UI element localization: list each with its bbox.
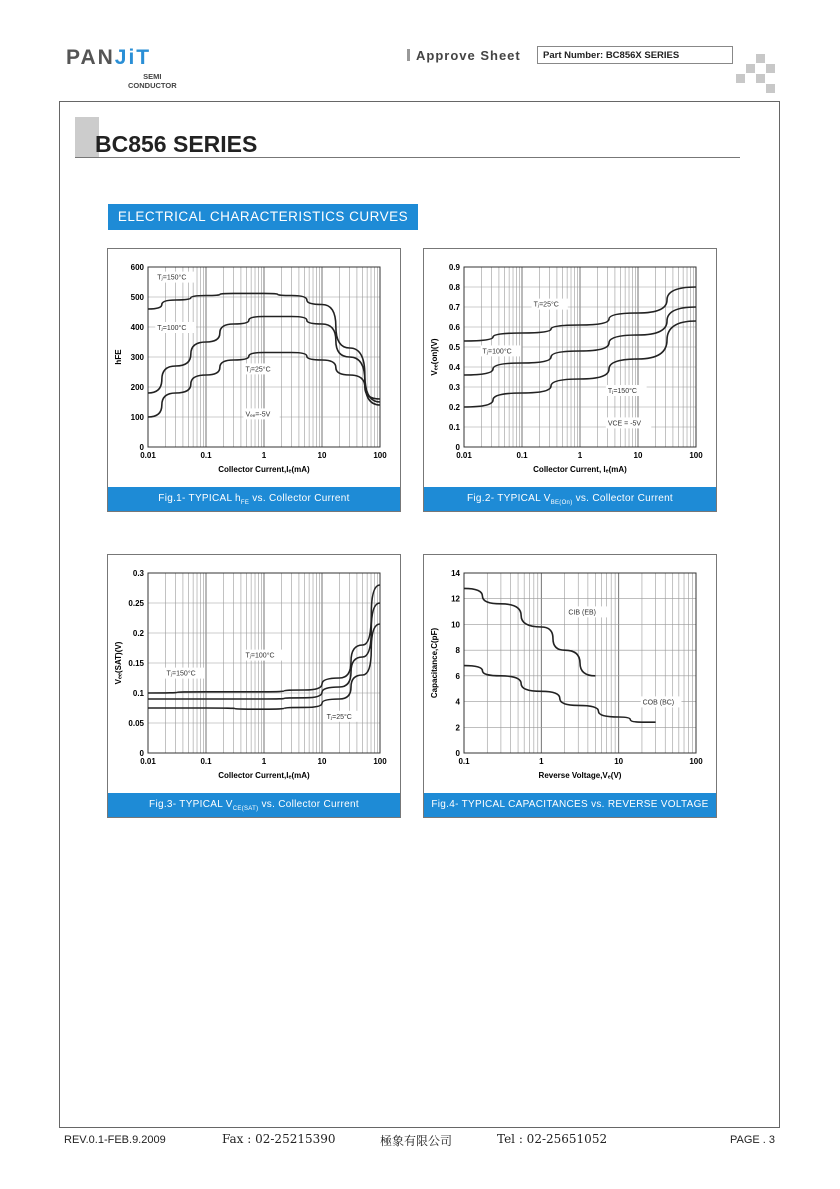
- y-tick-label: 600: [130, 263, 144, 272]
- x-tick-label: 0.01: [140, 451, 156, 460]
- footer-fax: Fax : 02-25215390: [222, 1132, 336, 1146]
- x-tick-label: 0.1: [458, 757, 470, 766]
- x-tick-label: 100: [373, 451, 387, 460]
- x-tick-label: 1: [577, 451, 583, 460]
- annotation-label: Tⱼ=150°C: [166, 670, 196, 678]
- annotation-label: VCE = -5V: [607, 420, 642, 428]
- company-logo: [66, 46, 186, 94]
- approve-sheet-label: [407, 48, 521, 63]
- chart-capacitance: [424, 555, 718, 795]
- chart-hfe: [108, 249, 402, 489]
- y-tick-label: 0: [455, 443, 460, 452]
- y-tick-label: 0.1: [448, 423, 460, 432]
- y-tick-label: 0.8: [448, 283, 460, 292]
- y-tick-label: 100: [130, 413, 144, 422]
- y-tick-label: 0.15: [128, 659, 144, 668]
- y-tick-label: 200: [130, 383, 144, 392]
- y-tick-label: 0.3: [132, 569, 144, 578]
- series-line-2: [464, 666, 656, 723]
- y-tick-label: 0.6: [448, 323, 460, 332]
- y-tick-label: 2: [455, 723, 460, 733]
- y-tick-label: 300: [130, 353, 144, 362]
- figure-1-caption: Fig.1- TYPICAL $h_{FE}$ vs. Collector Current: [108, 487, 400, 511]
- y-axis-label: hFE: [114, 349, 123, 365]
- x-axis-label: Collector Current, Iₑ(mA): [533, 465, 627, 474]
- y-tick-label: 0.2: [132, 629, 144, 638]
- page-title: BC856 SERIES: [95, 131, 258, 157]
- x-tick-label: 10: [317, 757, 327, 766]
- figure-4-caption: Fig.4- TYPICAL CAPACITANCES vs. REVERSE VOLTAGE: [424, 793, 716, 817]
- x-tick-label: 0.01: [140, 757, 156, 766]
- footer-page: PAGE . 3: [730, 1134, 776, 1146]
- logo-accent: JiT: [114, 46, 152, 69]
- logo-sub-semi: SEMI: [143, 72, 162, 81]
- annotation-label: Tⱼ=25°C: [533, 301, 559, 309]
- figure-2-caption: Fig.2- TYPICAL $V_{BE(On)}$ vs. Collector Current: [424, 487, 716, 511]
- y-tick-label: 8: [455, 646, 460, 656]
- figure-2: [423, 248, 717, 512]
- annotation-label: COB (BC): [642, 699, 675, 707]
- footer-tel: Tel : 02-25651052: [497, 1132, 608, 1146]
- x-axis-label: Collector Current,Iₑ(mA): [218, 771, 310, 780]
- y-tick-label: 0.7: [448, 303, 460, 312]
- annotation-label: Tⱼ=150°C: [157, 274, 187, 282]
- x-tick-label: 10: [614, 757, 624, 766]
- y-tick-label: 0.3: [448, 383, 460, 392]
- x-tick-label: 100: [689, 757, 703, 766]
- decorative-squares-icon: [736, 54, 776, 90]
- y-tick-label: 400: [130, 323, 144, 332]
- y-tick-label: 0.1: [132, 689, 144, 698]
- x-tick-label: 100: [689, 451, 703, 460]
- y-tick-label: 10: [451, 620, 460, 630]
- x-axis-label: Reverse Voltage,Vₑ(V): [538, 771, 622, 780]
- approve-text: Approve Sheet: [416, 48, 521, 63]
- logo-sub: [128, 72, 177, 90]
- annotation-label: Vₑₑ=-5V: [245, 411, 271, 419]
- chart-vcesat: [108, 555, 402, 795]
- annotation-label: Tⱼ=100°C: [157, 325, 187, 332]
- x-tick-label: 0.01: [456, 451, 472, 460]
- x-tick-label: 10: [633, 451, 643, 460]
- y-tick-label: 0.5: [448, 343, 460, 352]
- logo-sub-conductor: CONDUCTOR: [128, 81, 177, 90]
- y-tick-label: 12: [451, 594, 460, 604]
- chart-vbe: [424, 249, 718, 489]
- annotation-label: Tⱼ=100°C: [245, 652, 275, 660]
- part-number-box: Part Number: BC856X SERIES: [537, 46, 733, 64]
- y-axis-label: Vₑₑ(on)(V): [430, 338, 439, 376]
- figure-1: [107, 248, 401, 512]
- annotation-label: Tⱼ=25°C: [326, 713, 352, 721]
- y-tick-label: 0.2: [448, 403, 460, 412]
- x-tick-label: 100: [373, 757, 387, 766]
- y-tick-label: 4: [455, 697, 460, 707]
- x-tick-label: 0.1: [200, 757, 212, 766]
- annotation-label: Tⱼ=25°C: [245, 366, 271, 374]
- figure-3-caption: Fig.3- TYPICAL $V_{CE(SAT)}$ vs. Collector Current: [108, 793, 400, 817]
- y-tick-label: 0: [139, 443, 144, 452]
- x-axis-label: Collector Current,Iₑ(mA): [218, 465, 310, 474]
- figure-4: [423, 554, 717, 818]
- y-tick-label: 0.25: [128, 599, 144, 608]
- x-tick-label: 1: [539, 757, 544, 766]
- figure-3: [107, 554, 401, 818]
- series-line-1: [464, 588, 595, 675]
- logo-main: PAN: [66, 46, 115, 69]
- y-tick-label: 500: [130, 293, 144, 302]
- x-tick-label: 0.1: [516, 451, 528, 460]
- y-tick-label: 0: [139, 749, 144, 758]
- annotation-label: CIB (EB): [568, 609, 597, 617]
- y-axis-label: Capacitance,C(pF): [430, 627, 439, 699]
- y-tick-label: 0.4: [448, 363, 460, 372]
- y-tick-label: 0.9: [448, 263, 460, 272]
- y-tick-label: 6: [455, 671, 460, 681]
- x-tick-label: 1: [261, 451, 267, 460]
- title-divider: [75, 157, 740, 158]
- section-title: ELECTRICAL CHARACTERISTICS CURVES: [108, 204, 418, 230]
- logo-text: [66, 46, 151, 70]
- annotation-label: Tⱼ=100°C: [482, 348, 512, 356]
- x-tick-label: 1: [261, 757, 267, 766]
- y-tick-label: 0: [455, 749, 460, 758]
- footer-revision: REV.0.1-FEB.9.2009: [64, 1134, 166, 1146]
- footer-company: 極象有限公司: [380, 1134, 453, 1148]
- y-tick-label: 14: [451, 569, 460, 578]
- annotation-label: Tⱼ=150°C: [607, 388, 637, 395]
- y-tick-label: 0.05: [128, 719, 144, 728]
- x-tick-label: 10: [317, 451, 327, 460]
- x-tick-label: 0.1: [200, 451, 212, 460]
- y-axis-label: Vₑₑ(SAT)(V): [114, 641, 123, 685]
